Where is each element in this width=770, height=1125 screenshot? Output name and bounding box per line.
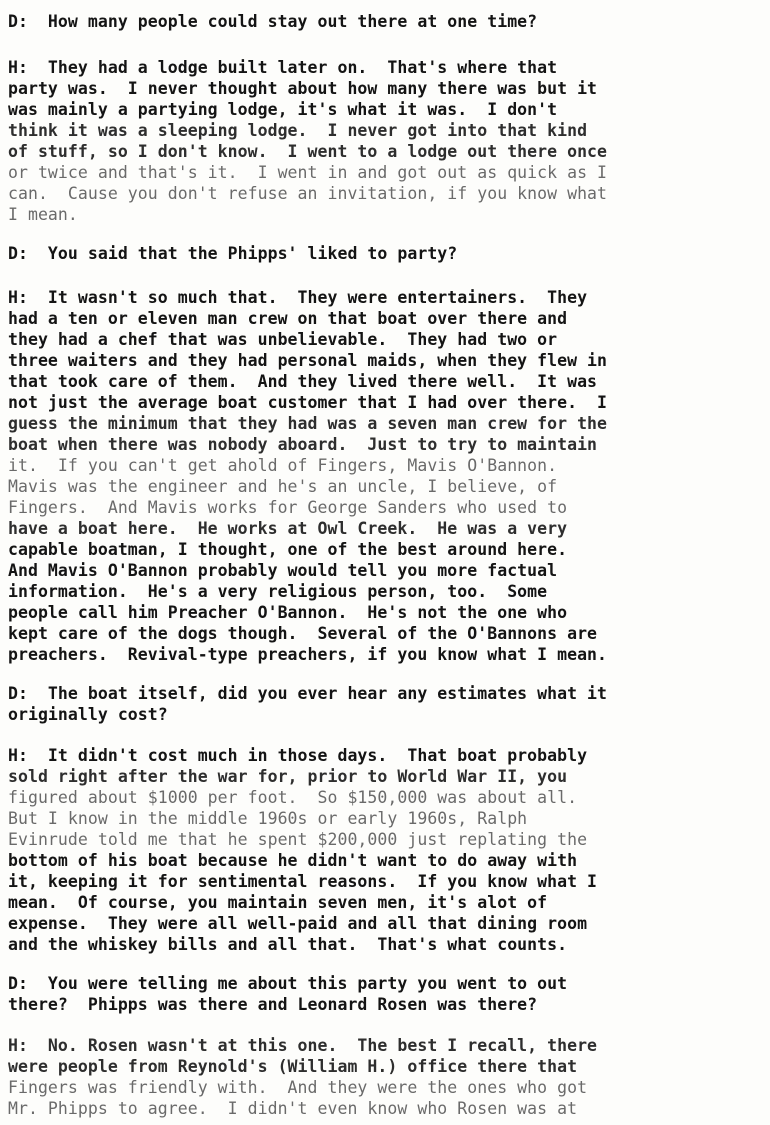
answer-line: Mavis was the engineer and he's an uncle, I believe, of — [8, 477, 558, 496]
answer-line: Fingers. And Mavis works for George Sanders who used to — [8, 498, 568, 517]
question-line: D: The boat itself, did you ever hear any estimates what it — [8, 684, 608, 703]
answer-line: people call him Preacher O'Bannon. He's not the one who — [8, 603, 568, 622]
answer-line: had a ten or eleven man crew on that boat over there and — [8, 309, 568, 328]
answer-line: sold right after the war for, prior to World War II, you — [8, 767, 568, 786]
answer-line: bottom of his boat because he didn't want to do away with — [8, 851, 578, 870]
answer-line: of stuff, so I don't know. I went to a lodge out there once — [8, 142, 608, 161]
answer-line: I mean. — [8, 205, 78, 224]
answer-line: But I know in the middle 1960s or early 1960s, Ralph — [8, 809, 528, 828]
answer-line: was mainly a partying lodge, it's what it was. I don't — [8, 100, 558, 119]
question-line: D: How many people could stay out there at one time? — [8, 12, 538, 31]
question-line: D: You said that the Phipps' liked to party? — [8, 244, 458, 263]
answer-line: mean. Of course, you maintain seven men, it's alot of — [8, 893, 548, 912]
answer-line: have a boat here. He works at Owl Creek. He was a very — [8, 519, 568, 538]
answer-line: were people from Reynold's (William H.) office there that — [8, 1057, 578, 1076]
answer-line: And Mavis O'Bannon probably would tell you more factual — [8, 561, 558, 580]
answer-line: kept care of the dogs though. Several of the O'Bannons are — [8, 624, 598, 643]
answer-line: figured about $1000 per foot. So $150,000 was about all. — [8, 788, 578, 807]
answer-line: preachers. Revival-type preachers, if you know what I mean. — [8, 645, 608, 664]
answer-line: information. He's a very religious person, too. Some — [8, 582, 548, 601]
answer-line: boat when there was nobody aboard. Just to try to maintain — [8, 435, 598, 454]
answer-line: that took care of them. And they lived there well. It was — [8, 372, 598, 391]
answer-line: three waiters and they had personal maids, when they flew in — [8, 351, 608, 370]
answer-line: Fingers was friendly with. And they were the ones who got — [8, 1078, 588, 1097]
answer-line: H: They had a lodge built later on. That's where that — [8, 58, 558, 77]
answer-line: it, keeping it for sentimental reasons. If you know what I — [8, 872, 598, 891]
answer-line: party was. I never thought about how many there was but it — [8, 79, 598, 98]
question-line: D: You were telling me about this party you went to out — [8, 974, 568, 993]
answer-line: guess the minimum that they had was a seven man crew for the — [8, 414, 608, 433]
answer-line: they had a chef that was unbelievable. They had two or — [8, 330, 558, 349]
answer-line: capable boatman, I thought, one of the best around here. — [8, 540, 568, 559]
answer-line: Mr. Phipps to agree. I didn't even know who Rosen was at — [8, 1099, 578, 1118]
answer-line: H: No. Rosen wasn't at this one. The best I recall, there — [8, 1036, 598, 1055]
answer-line: Evinrude told me that he spent $200,000 just replating the — [8, 830, 588, 849]
answer-line: or twice and that's it. I went in and got out as quick as I — [8, 163, 608, 182]
answer-line: think it was a sleeping lodge. I never got into that kind — [8, 121, 588, 140]
answer-line: expense. They were all well-paid and all that dining room — [8, 914, 588, 933]
answer-line: and the whiskey bills and all that. That's what counts. — [8, 935, 568, 954]
answer-line: can. Cause you don't refuse an invitation, if you know what — [8, 184, 608, 203]
question-line: there? Phipps was there and Leonard Rosen was there? — [8, 995, 538, 1014]
question-line: originally cost? — [8, 705, 168, 724]
answer-line: not just the average boat customer that I had over there. I — [8, 393, 608, 412]
answer-line: it. If you can't get ahold of Fingers, Mavis O'Bannon. — [8, 456, 558, 475]
answer-line: H: It didn't cost much in those days. That boat probably — [8, 746, 588, 765]
answer-line: H: It wasn't so much that. They were entertainers. They — [8, 288, 588, 307]
